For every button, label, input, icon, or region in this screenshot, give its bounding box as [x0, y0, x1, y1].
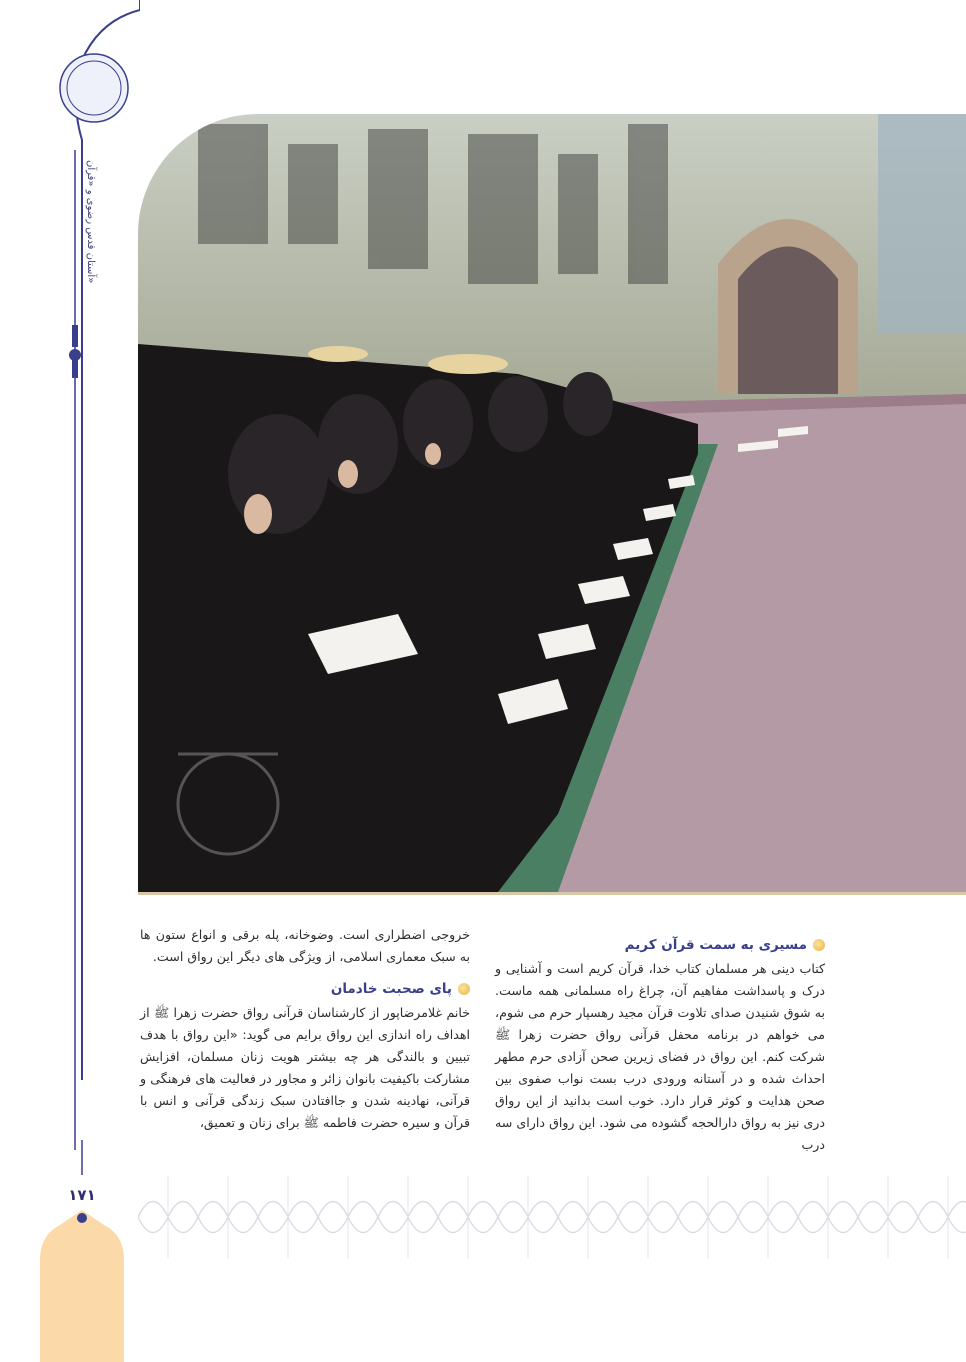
photo-women-reading-quran-icon [138, 114, 966, 892]
geometric-pattern-icon [138, 1176, 966, 1258]
rail-caption: آستان قدس رضوی و «قرآن» [85, 160, 96, 284]
right-text-column [495, 934, 825, 1156]
rail-ornament [0, 0, 140, 1362]
heading-text: پای صحبت خادمان [330, 981, 452, 997]
paragraph-intro: خروجی اضطراری است. وضوخانه، پله برقی و انواع ستون ها به سبک معماری اسلامی، از ویژگی های دیگر این رواق است. [140, 927, 470, 964]
paragraph-body: خانم غلامرضاپور از کارشناسان قرآنی رواق حضرت زهرا ﷺ از اهداف راه اندازی این رواق برایم می گوید: «این رواق با هدف تبیین و بالندگی هر چه بیشتر هویت زنان مسلمان، افزایش مشارکت باکیفیت بانوان زائر و مجاور در فعالیت های فرهنگی و قرآنی، نهادینه شدن و جاافتادن سبک زندگی قرآنی و انس با قرآن و سیره حضرت فاطمه ﷺ برای زنان و تعمیق، [140, 1005, 470, 1130]
decorative-rail [0, 0, 140, 1362]
main-photo [138, 114, 966, 892]
section-heading-quran-path [495, 934, 825, 956]
left-text-column [140, 924, 470, 1134]
decorative-pattern-band [138, 1176, 966, 1258]
heading-bullet-icon [458, 983, 470, 995]
heading-bullet-icon [813, 939, 825, 951]
heading-text: مسیری به سمت قرآن کریم [624, 937, 807, 953]
paragraph-body: کتاب دینی هر مسلمان کتاب خدا، قرآن کریم است و آشنایی و درک و پاسداشت مفاهیم آن، چراغ راه مسلمانی همه ماست. به شوق شنیدن صدای تلاوت قرآن مجید رهسپار حرم می شوم، می خواهم در برنامه محفل قرآنی رواق حضرت زهرا ﷺ شرکت کنم. این رواق در فضای زیرین صحن آزادی حرم مطهر احداث شده و در آستانه ورودی درب بست نواب صفوی بین صحن هدایت و کوثر قرار دارد. خوب است بدانید از این رواق دری نیز به رواق دارالحجه گشوده می شود. این رواق دارای سه درب [495, 961, 825, 1152]
photo-bottom-strip [138, 892, 966, 895]
page-number: ۱۷۱ [68, 1186, 96, 1204]
section-heading-servants [140, 978, 470, 1000]
